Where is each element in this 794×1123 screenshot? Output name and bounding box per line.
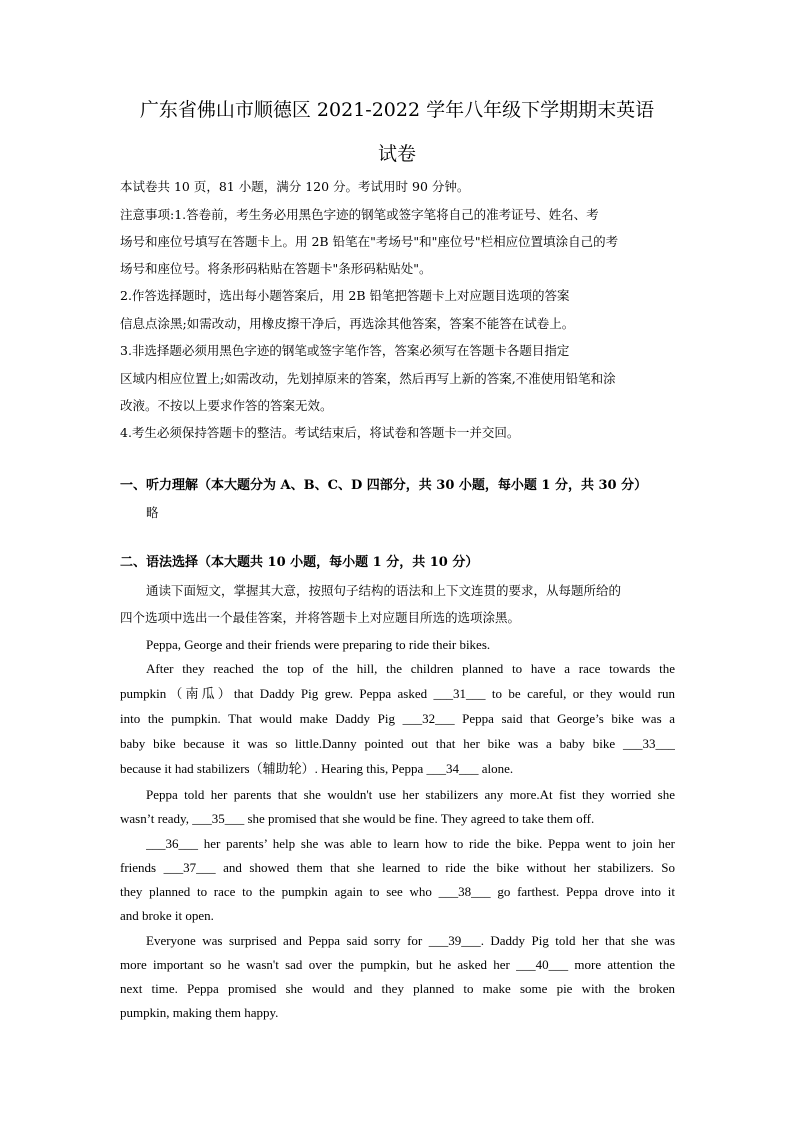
passage-line: ___36___ her parents’ help she was able to learn how to ride the bike. Peppa went to join her xyxy=(146,836,675,851)
note-line: 场号和座位号。将条形码粘贴在答题卡"条形码粘贴处"。 xyxy=(120,261,432,276)
section-2-instruction: 通读下面短文，掌握其大意，按照句子结构的语法和上下文连贯的要求，从每题所给的 xyxy=(146,583,622,598)
passage-line: pumpkin, making them happy. xyxy=(120,1005,279,1020)
note-line: 区域内相应位置上;如需改动，先划掉原来的答案，然后再写上新的答案,不准使用铅笔和涂 xyxy=(120,371,616,386)
passage-line: Everyone was surprised and Peppa said sorry for ___39___. Daddy Pig told her that she was xyxy=(146,933,675,948)
passage-line: they planned to race to the pumpkin again to see who ___38___ go farthest. Peppa drove into it xyxy=(120,884,675,899)
note-line: 改液。不按以上要求作答的答案无效。 xyxy=(120,398,333,413)
note-line: 4.考生必须保持答题卡的整洁。考试结束后，将试卷和答题卡一并交回。 xyxy=(120,425,520,440)
passage-line: baby bike because it was so little.Danny pointed out that her bike was a baby bike ___33___ xyxy=(120,736,675,751)
passage-line: because it had stabilizers（辅助轮）. Hearing this, Peppa ___34___ alone. xyxy=(120,761,514,776)
note-line: 3.非选择题必须用黑色字迹的钢笔或签字笔作答，答案必须写在答题卡各题目指定 xyxy=(120,343,570,358)
section-1-heading: 一、听力理解（本大题分为 A、B、C、D 四部分，共 30 小题，每小题 1 分，共 30 分） xyxy=(120,478,648,493)
passage-line: friends ___37___ and showed them that she learned to ride the bike without her stabilizers. So xyxy=(120,860,675,875)
passage-line: next time. Peppa promised she would and they planned to make some pie with the broken xyxy=(120,981,675,996)
passage-line: pumpkin（南瓜）that Daddy Pig grew. Peppa asked ___31___ to be careful, or they would run xyxy=(120,686,675,701)
exam-intro: 本试卷共 10 页，81 小题，满分 120 分。考试用时 90 分钟。 xyxy=(120,179,470,194)
passage-line: more important so he wasn't sad over the pumpkin, but he asked her ___40___ more attention the xyxy=(120,957,675,972)
passage-line: After they reached the top of the hill, the children planned to have a race towards the xyxy=(146,661,675,676)
doc-title-line-2: 试卷 xyxy=(377,143,416,165)
note-line: 信息点涂黑;如需改动，用橡皮擦干净后，再选涂其他答案，答案不能答在试卷上。 xyxy=(120,316,575,331)
passage-line: Peppa told her parents that she wouldn't use her stabilizers any more.At fist they worried she xyxy=(146,787,675,802)
doc-title-line-1: 广东省佛山市顺德区 2021-2022 学年八年级下学期期末英语 xyxy=(139,99,655,121)
section-2-heading: 二、语法选择（本大题共 10 小题，每小题 1 分，共 10 分） xyxy=(120,555,479,570)
section-2-instruction: 四个选项中选出一个最佳答案，并将答题卡上对应题目所选的选项涂黑。 xyxy=(120,610,521,625)
note-line: 场号和座位号填写在答题卡上。用 2B 铅笔在"考场号"和"座位号"栏相应位置填涂自己的考 xyxy=(120,234,619,249)
note-line: 注意事项:1.答卷前，考生务必用黑色字迹的钢笔或签字笔将自己的准考证号、姓名、考 xyxy=(120,207,599,222)
passage-line: wasn’t ready, ___35___ she promised that she would be fine. They agreed to take them off. xyxy=(120,811,595,826)
note-line: 2.作答选择题时，选出每小题答案后，用 2B 铅笔把答题卡上对应题目选项的答案 xyxy=(120,288,570,303)
passage-line: Peppa, George and their friends were preparing to ride their bikes. xyxy=(146,637,491,652)
passage-line: and broke it open. xyxy=(120,908,214,923)
passage-line: into the pumpkin. That would make Daddy Pig ___32___ Peppa said that George’s bike was a xyxy=(120,711,675,726)
section-1-body: 略 xyxy=(146,505,159,520)
